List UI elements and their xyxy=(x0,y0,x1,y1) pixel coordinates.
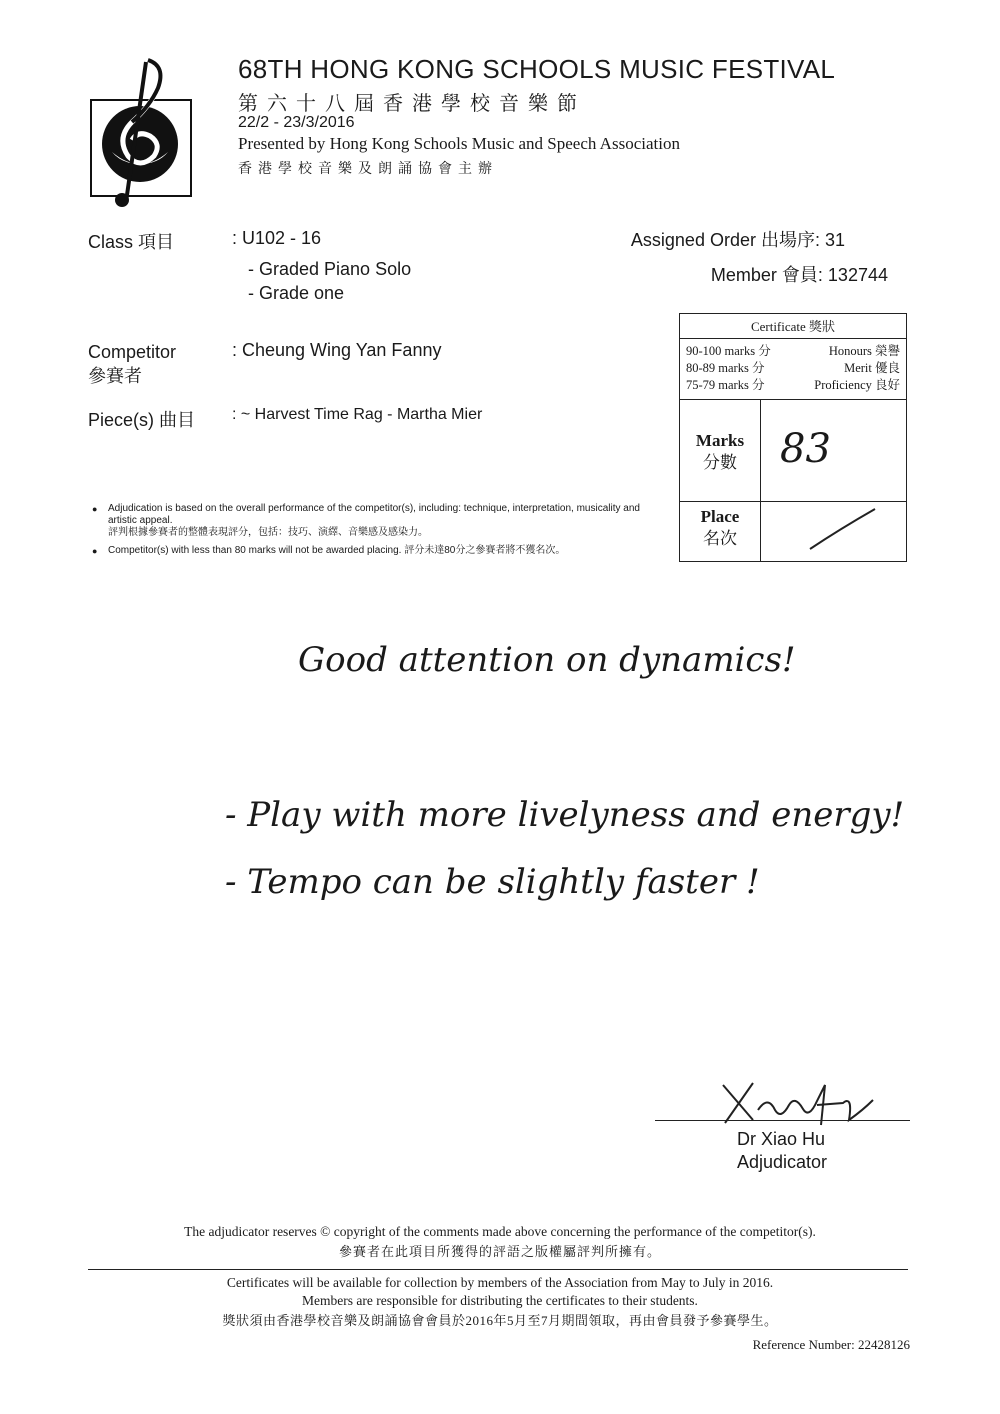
festival-dates: 22/2 - 23/3/2016 xyxy=(238,114,355,131)
class-grade: - Grade one xyxy=(248,283,345,303)
assigned-order: Assigned Order 出場序: 31 xyxy=(630,230,845,250)
certificate-collection-note: Certificates will be available for collection by members of the Association from May to July in 2016. xyxy=(226,1275,774,1290)
adjudicator-role: Adjudicator xyxy=(737,1152,828,1172)
presented-by-zh: 香港學校音樂及朗誦協會主辦 xyxy=(238,162,498,177)
competitor-label xyxy=(88,340,176,388)
reference-number: Reference Number: 22428126 xyxy=(752,1337,910,1352)
class-label: Class 項目 xyxy=(88,232,175,252)
marks-label-zh: 分數 xyxy=(703,453,737,472)
bullet-icon: ● xyxy=(92,546,98,556)
certificate-row-merit xyxy=(686,358,900,376)
adjudicator-comment: Good attention on dynamics! xyxy=(298,640,796,680)
certificate-range: 80-89 marks 分 xyxy=(686,361,765,375)
signature-line xyxy=(655,1120,910,1121)
note-item xyxy=(92,503,648,539)
certificate-divider xyxy=(680,501,906,502)
competitor-label-zh: 參賽者 xyxy=(88,366,142,386)
place-label-en: Place xyxy=(700,507,740,526)
piece-label: Piece(s) 曲目 xyxy=(88,410,196,430)
festival-title: 68TH HONG KONG SCHOOLS MUSIC FESTIVAL xyxy=(238,54,836,84)
place-dash-mark xyxy=(800,504,890,556)
adjudication-notes xyxy=(92,503,648,557)
bullet-icon: ● xyxy=(92,504,98,514)
certificate-title: Certificate 獎狀 xyxy=(680,316,906,339)
certificate-row-honours xyxy=(686,341,900,359)
festival-title-zh: 第六十八屆香港學校音樂節 xyxy=(238,93,586,115)
festival-logo xyxy=(88,52,198,212)
note-item xyxy=(92,545,648,557)
certificate-column-divider xyxy=(760,400,761,561)
member-number: Member 會員: 132744 xyxy=(710,265,888,285)
adjudicator-name: Dr Xiao Hu xyxy=(737,1129,826,1149)
certificate-range: 75-79 marks 分 xyxy=(686,378,765,392)
distribution-note: Members are responsible for distributing the certificates to their students. xyxy=(302,1293,698,1308)
certificate-award: Honours 榮譽 xyxy=(828,344,900,358)
note-text-zh: 評判根據參賽者的整體表現評分，包括：技巧、演繹、音樂感及感染力。 xyxy=(108,527,428,538)
certificate-box xyxy=(679,313,907,562)
competitor-label-en: Competitor xyxy=(88,342,177,362)
footer-divider xyxy=(88,1269,908,1270)
collection-note-zh: 獎狀須由香港學校音樂及朗誦協會會員於2016年5月至7月期間領取，再由會員發予參賽學生。 xyxy=(222,1313,778,1328)
adjudicator-comment: - Tempo can be slightly faster ! xyxy=(225,862,760,902)
place-label-zh: 名次 xyxy=(703,529,737,548)
copyright-notice: The adjudicator reserves © copyright of the comments made above concerning the performance of the competitor(s). xyxy=(184,1224,816,1239)
note-text: Adjudication is based on the overall performance of the competitor(s), including: technique, interpretation, musicality and artistic appeal. xyxy=(108,503,640,526)
note-text: Competitor(s) with less than 80 marks will not be awarded placing. 評分未達80分之參賽者將不獲名次。 xyxy=(108,545,566,556)
marks-label-en: Marks xyxy=(695,431,745,450)
certificate-row-proficiency xyxy=(686,375,900,393)
marks-label xyxy=(680,430,760,474)
class-description: - Graded Piano Solo xyxy=(248,259,412,279)
adjudicator-signature xyxy=(713,1065,878,1135)
adjudicator-comment: - Play with more livelyness and energy! xyxy=(225,795,905,835)
certificate-range: 90-100 marks 分 xyxy=(686,344,771,358)
place-label xyxy=(680,506,760,550)
copyright-notice-zh: 參賽者在此項目所獲得的評語之版權屬評判所擁有。 xyxy=(338,1244,661,1259)
certificate-divider xyxy=(680,399,906,400)
class-code: : U102 - 16 xyxy=(232,228,322,248)
piece-title: : ~ Harvest Time Rag - Martha Mier xyxy=(232,406,483,423)
certificate-award: Proficiency 良好 xyxy=(814,378,900,392)
certificate-award: Merit 優良 xyxy=(844,361,900,375)
competitor-name: : Cheung Wing Yan Fanny xyxy=(232,340,442,360)
marks-value: 83 xyxy=(780,426,831,472)
presented-by: Presented by Hong Kong Schools Music and Speech Association xyxy=(238,134,680,153)
